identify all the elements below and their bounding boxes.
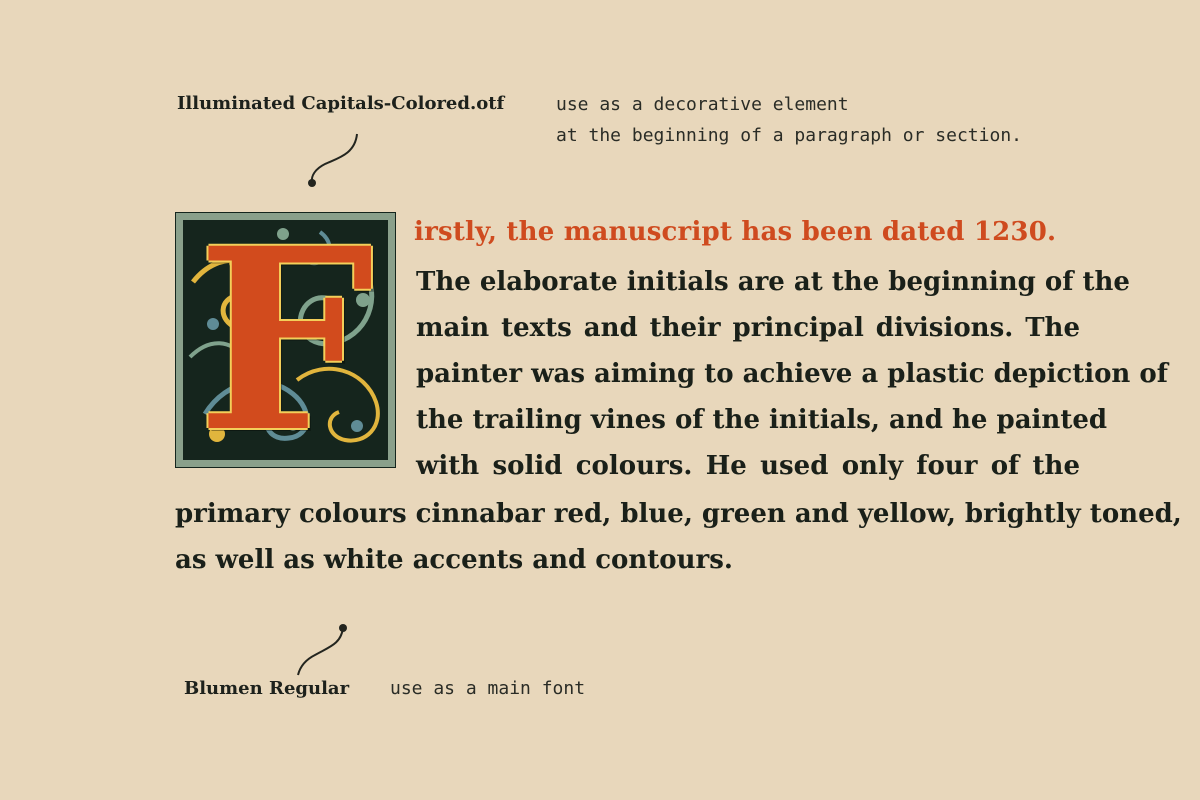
specimen-line-8: as well as white accents and contours. — [175, 545, 733, 575]
illuminated-initial-art — [175, 193, 396, 487]
illuminated-initial — [175, 193, 396, 487]
top-connector-line — [300, 120, 370, 192]
specimen-line-2: The elaborate initials are at the beginning of the — [416, 267, 1130, 297]
bottom-annotation-desc: use as a main font — [390, 678, 586, 699]
specimen-line-5: the trailing vines of the initials, and he painted — [416, 405, 1108, 435]
top-annotation-desc-line-1: use as a decorative element — [556, 94, 849, 115]
top-annotation-title: Illuminated Capitals-Colored.otf — [177, 93, 505, 114]
specimen-line-3: main texts and their principal divisions. The — [416, 313, 1080, 343]
bottom-connector-line — [295, 620, 355, 680]
initial-letter-f: F — [196, 193, 375, 487]
top-annotation-desc-line-2: at the beginning of a paragraph or section. — [556, 125, 1022, 146]
specimen-line-7: primary colours cinnabar red, blue, green and yellow, brightly toned, — [175, 499, 1182, 529]
specimen-line-6: with solid colours. He used only four of the — [416, 451, 1080, 481]
bottom-annotation-title: Blumen Regular — [184, 678, 350, 699]
specimen-line-1: irstly, the manuscript has been dated 1230. — [414, 217, 1057, 247]
specimen-line-4: painter was aiming to achieve a plastic depiction of — [416, 359, 1168, 389]
